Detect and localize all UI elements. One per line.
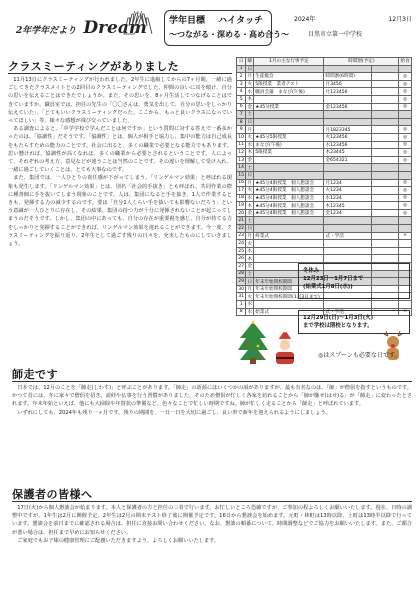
table-cell: 10 (238, 134, 245, 140)
grade-goal-box (164, 10, 289, 46)
table-cell: 月 (247, 233, 253, 239)
goal-label: 学年目標 (169, 16, 206, 26)
table-row (237, 301, 412, 309)
table-cell (324, 217, 372, 225)
table-cell (399, 111, 412, 119)
table-cell: 11 (238, 142, 245, 148)
table-cell: 18 (238, 195, 245, 201)
table-row (237, 202, 412, 210)
table-cell: 4 (237, 88, 246, 96)
table-cell: 29 (238, 279, 245, 285)
table-cell: 生徒総会 (254, 73, 324, 81)
table-cell: ◎ (399, 133, 412, 141)
table-cell (399, 247, 412, 255)
table-cell (372, 217, 399, 225)
table-cell (372, 194, 399, 202)
table-cell: 年末年始閉校期間 (254, 278, 324, 286)
table-cell: ★45分4限授業 個人懇談会 (254, 209, 324, 217)
table-cell: 水123456 (324, 141, 372, 149)
winter-period: 12月23日～1月7日まで (303, 276, 364, 282)
table-cell (372, 171, 399, 179)
table-cell (372, 202, 399, 210)
table-cell (372, 301, 399, 309)
issue-info (294, 14, 412, 38)
table-row (237, 217, 412, 225)
table-cell (372, 179, 399, 187)
table-cell (254, 111, 324, 119)
table-cell: ★45分4限授業 個人懇談会 (254, 187, 324, 195)
table-cell (372, 95, 399, 103)
table-cell: 15 (238, 172, 245, 178)
table-cell: 日 (247, 226, 253, 232)
table-cell (372, 73, 399, 81)
issue-date: 12月3日 (388, 16, 412, 23)
table-cell: 水 (247, 249, 253, 255)
table-cell: 月1234 (324, 179, 372, 187)
table-cell: 24 (238, 241, 245, 247)
table-cell (324, 65, 372, 73)
table-cell: 職員会議 まなび(午後) (254, 88, 324, 96)
table-cell: 木 (247, 203, 253, 209)
table-cell (254, 164, 324, 172)
table-cell: 火1234 (324, 187, 372, 195)
table-cell (324, 95, 372, 103)
guardians-article (12, 504, 412, 545)
table-cell: 木12345 (324, 202, 372, 210)
table-cell (324, 118, 372, 126)
table-cell: 時間割(6時間) (324, 73, 372, 81)
shiwasu-article (12, 384, 412, 417)
table-cell: 木 (247, 256, 253, 262)
section-title-shiwasu: 師走です (12, 368, 58, 381)
table-cell (372, 65, 399, 73)
table-cell: 28 (238, 271, 245, 277)
table-row (237, 209, 412, 217)
table-header-row (237, 58, 412, 66)
table-cell: 水 (247, 142, 253, 148)
high-five-hands-icon (118, 10, 158, 36)
table-cell: 30 (238, 286, 245, 292)
table-cell: 金654321 (324, 156, 372, 164)
table-cell (254, 240, 324, 248)
column-header: 給食 (400, 59, 410, 65)
brand-subtitle: 2年学年だより (16, 26, 77, 36)
table-row (237, 95, 412, 103)
table-row (237, 171, 412, 179)
closure-period: 12月29日(日)～1月3日(火) (303, 315, 374, 321)
table-cell: 8 (237, 308, 246, 316)
table-cell (372, 118, 399, 126)
table-cell: 日 (247, 66, 253, 72)
table-cell (254, 65, 324, 73)
table-cell (324, 301, 372, 309)
table-cell (372, 80, 399, 88)
table-cell: 土 (247, 112, 253, 118)
goal-title: ハイタッチ (218, 16, 264, 26)
spoon-note: ◎はスプーンも必要な日です。 (318, 352, 401, 359)
table-cell (324, 164, 372, 172)
table-cell: ◎ (399, 202, 412, 210)
table-cell: 月 (247, 287, 253, 293)
table-cell (372, 149, 399, 157)
table-row (237, 126, 412, 134)
table-cell: 13 (238, 157, 245, 163)
article-paragraph: 17日(火)から個人懇談会が始まります。本人と保護者の方と担任の三者で行います。お忙しいところ恐縮ですが、ご参加の程よろしくお願いいたします。現在、日時の調整中ですが、1年生は2月に開催予定、2年生は2月の期末テスト終了後に開催予定です。16日から懇談会を始めます。元町・林町は13時以降、上町は13時半以降で行っています。懇談会を前日までに確認される場合は、担任に直接お問い合わせください。なお、懇談の順番について、時間調整などでご協力をお願いいたします。また、ご都合が悪い場合は、担任まで早めにお知らせください。 (12, 505, 412, 536)
article-paragraph: また、集団では、一人ひとりの責任感が下がってしまう、「リンゲルマン効果」と呼ばれる現象も発生します。「リンゲルマン効果」とは、別名「社会的手抜き」とも呼ばれ、共同作業の際に種善個に手を抜いてしまう現象のことです。人は、集団になると手を抜き、1人で作業するときも、発揮する力の減少するのです。要は「自分1人くらい手を抜いても影響ないだろう」という意識が一人ひとりに存在し、その結果、集団の持つ力が十分に発揮されないことが起こってしまうのだそうです。しかし、集団の中にあっても、自分の存在が重要視を感じ、自分が持てる力をしっかりと発揮することができれば、リンゲルマン効果を違れることができます。今一度、クラスミーティングを振り返り、2年生として過ごす残りの日々を、充実したものにしていきましょう。 (8, 175, 232, 248)
article-paragraph: いずれにしても、2024年も残り一ヶ月です。残りの期間を、一日一日を大切に過ごし、良い形で新年を迎えられるようにしましょう。 (17, 409, 331, 416)
section-divider (12, 381, 412, 382)
table-cell (399, 255, 412, 263)
table-cell (372, 133, 399, 141)
table-cell: ★45分授業 (254, 103, 324, 111)
brand-title: Dream (83, 18, 147, 38)
table-cell: 火 (247, 294, 253, 300)
table-cell: 年末年始閉校期間(1月3日まで) (254, 293, 324, 301)
table-cell: 水 (247, 302, 253, 308)
table-cell: 終業式 (254, 232, 324, 240)
table-row (237, 194, 412, 202)
table-cell: ◎ (399, 156, 412, 164)
table-row (237, 80, 412, 88)
table-cell: ◎ (399, 80, 412, 88)
santa-claus-icon (270, 330, 300, 364)
table-cell (372, 103, 399, 111)
table-cell: ★45分4限授業 個人懇談会 (254, 194, 324, 202)
table-cell: 21 (238, 218, 245, 224)
issue-year: 2024年 (294, 16, 316, 23)
table-cell: 水 (247, 89, 253, 95)
table-cell: ◎ (399, 103, 412, 111)
table-row (237, 111, 412, 119)
table-cell: 金 (247, 158, 253, 164)
table-cell: 月 (247, 127, 253, 133)
table-cell: 月123456 (324, 88, 372, 96)
table-cell: ★45分5限授業 (254, 133, 324, 141)
table-cell (399, 217, 412, 225)
table-cell: 3 (237, 80, 246, 88)
column-header: 1月の主な行事予定 (254, 58, 324, 66)
table-row (237, 164, 412, 172)
table-row (237, 232, 412, 240)
table-row (237, 240, 412, 248)
table-cell: 5限授業 (254, 149, 324, 157)
newsletter-header (6, 8, 414, 54)
table-cell: 31 (238, 294, 245, 300)
table-cell: 5限授業 業者テスト (254, 80, 324, 88)
table-cell: 1 (237, 301, 246, 309)
section-divider (12, 501, 412, 502)
table-cell: 金 (247, 264, 253, 270)
table-cell (372, 164, 399, 172)
article-paragraph: 日本では、12月のことを「師走(しわす)」と呼ぶことがあります。「師走」の語源にはいくつかの説がありますが、最も有名なのは、「師」が僧侶を指すというものです。かつて昔には、冬に家々で僧侶を招き、読経や仏事を行う習慣がありました。そのため僧侶が忙しく各家を訪れることから「師が馳せ(はせ)る」が「師走」に変わったとされます。年末年始といえば、他にも大掃除や年賀状の準備など、色々なことで忙しい時期ですね。師が忙しく走ることから「師走」と呼ばれています。 (12, 385, 412, 408)
table-cell: 7 (237, 111, 246, 119)
table-cell: 始業式 (254, 308, 324, 316)
section-title-guardians: 保護者の皆様へ (12, 488, 93, 501)
table-row (237, 156, 412, 164)
table-cell: 式・学活 (324, 232, 372, 240)
table-cell: 8 (237, 118, 246, 126)
table-cell (254, 255, 324, 263)
table-cell (254, 171, 324, 179)
table-cell: 木 (247, 97, 253, 103)
column-header: 時間割(予定) (324, 58, 399, 66)
table-cell (399, 171, 412, 179)
table-cell (372, 209, 399, 217)
table-cell (399, 301, 412, 309)
table-cell: × (399, 308, 412, 316)
table-cell: 土 (247, 271, 253, 277)
winter-title: 冬休み (303, 268, 320, 274)
table-cell (324, 255, 372, 263)
table-cell: ◎ (399, 179, 412, 187)
table-row (237, 88, 412, 96)
table-cell: 火 (247, 188, 253, 194)
article-paragraph: 11月13日にクラスミーティングが行われました。2年生に進級してからの7ヶ月間、一緒に過ごしてきたクラスメイトとの2回目のクラスミーティングでした。仲間の良いに耳を傾け、自分の思いを伝えることはできたでしょうか。また、その思いを、8ヶ月生活してつなげることはできていますか。職員室では、担任の先生の「〇〇さんは、勇気を出して、自分の思いをしっかり伝えていた」、「とてもいいクラスミーティングだった。ここから、もっと良いクラスになっていってほしい」等、様々な感想が飛び交っていました。 (8, 77, 232, 125)
table-row (237, 103, 412, 111)
table-cell: 17 (238, 187, 245, 193)
table-cell (254, 126, 324, 134)
table-cell: 金1234 (324, 209, 372, 217)
table-cell: × (399, 232, 412, 240)
table-cell (324, 240, 372, 248)
table-row (237, 73, 412, 81)
table-cell (372, 225, 399, 233)
table-cell: 式・学活 (324, 308, 372, 316)
closure-note: まで学校は閉校となります。 (303, 323, 373, 329)
table-cell: 日 (247, 173, 253, 179)
table-cell: 月 (247, 74, 253, 80)
table-cell: 20 (238, 210, 245, 216)
table-cell: 27 (238, 263, 245, 269)
table-cell (372, 88, 399, 96)
table-cell (324, 247, 372, 255)
table-cell: 月 (247, 180, 253, 186)
table-cell (372, 247, 399, 255)
table-cell: ◎ (399, 88, 412, 96)
table-cell (324, 225, 372, 233)
christmas-tree-icon (236, 320, 270, 364)
table-row (237, 149, 412, 157)
table-cell: 水 (247, 309, 253, 315)
table-cell: 木 (247, 150, 253, 156)
table-cell: ◎ (399, 187, 412, 195)
table-cell: 1 (237, 65, 246, 73)
table-cell: 26 (238, 256, 245, 262)
table-cell (399, 65, 412, 73)
table-cell (254, 118, 324, 126)
article-paragraph: ご家庭でもお子様の健康管理にご配慮いただきますよう、よろしくお願いいたします。 (17, 537, 220, 544)
table-cell: 14 (238, 165, 245, 171)
table-cell (254, 95, 324, 103)
winter-note: (始業式1月8日(水)) (303, 284, 353, 290)
table-cell (254, 217, 324, 225)
table-cell (324, 111, 372, 119)
table-cell: 日 (247, 279, 253, 285)
table-cell: 25 (238, 248, 245, 254)
table-cell (372, 255, 399, 263)
table-cell (372, 156, 399, 164)
table-cell (372, 126, 399, 134)
table-cell: 水1234 (324, 194, 372, 202)
school-name: 目黒市立第一中学校 (308, 31, 363, 38)
table-cell: ◎ (399, 149, 412, 157)
table-cell: 火 (247, 82, 253, 88)
table-cell (372, 141, 399, 149)
table-cell (372, 187, 399, 195)
table-cell (399, 225, 412, 233)
table-cell: 2 (237, 73, 246, 81)
table-cell: 日 (247, 120, 253, 126)
table-cell: ★45分4限授業 個人懇談会 (254, 202, 324, 210)
table-cell: ★45分4限授業 個人懇談会 (254, 179, 324, 187)
table-cell (324, 171, 372, 179)
table-row (237, 225, 412, 233)
table-cell: 火 (247, 135, 253, 141)
table-row (237, 179, 412, 187)
table-cell: ◎ (399, 95, 412, 103)
table-cell: 火 (247, 241, 253, 247)
table-cell: 22 (238, 225, 245, 231)
table-cell (399, 164, 412, 172)
table-cell (254, 301, 324, 309)
table-cell: 月1823345 (324, 126, 372, 134)
class-meeting-article (8, 76, 232, 248)
table-cell: 月3456 (324, 80, 372, 88)
table-row (237, 65, 412, 73)
table-cell: ◎ (399, 194, 412, 202)
table-cell: ◎ (399, 126, 412, 134)
article-paragraph: ある調査によると、「中学学校で学んだことは何ですか」という質問に対する答えで一番多かったのは、「協調性」だそうです。「協調性」とは、個人が相手と協力し、集中の能力は自己成長をもたらすための能力のことです。社会に出ると、多くの職業で必要となる能力でもあります。思い懸ければ、協調性が高くなれば、多くの職業から必要とされるということです。人によって、それぞれの考え方、意見などが違うことは当然のことです。その違いを理解して受け入れ、一緒に過ごしていくことは、とても大事なのです。 (8, 126, 232, 174)
winter-break-notice (298, 263, 410, 299)
table-cell (254, 225, 324, 233)
table-cell: 金 (247, 211, 253, 217)
table-cell: 火123456 (324, 133, 372, 141)
table-cell: ◎ (399, 209, 412, 217)
section-divider (8, 73, 232, 74)
table-cell (399, 118, 412, 126)
table-cell: 16 (238, 180, 245, 186)
table-cell: 19 (238, 203, 245, 209)
table-row (237, 133, 412, 141)
table-cell: 5 (237, 95, 246, 103)
table-cell (372, 111, 399, 119)
column-header: 曜 (247, 59, 253, 65)
table-cell (254, 247, 324, 255)
section-title-class-meeting: クラスミーティングがありました (8, 60, 180, 73)
table-row (237, 187, 412, 195)
table-cell: 9 (237, 126, 246, 134)
table-cell: 木23445 (324, 149, 372, 157)
table-row (237, 255, 412, 263)
table-cell: 金 (247, 104, 253, 110)
table-cell (372, 240, 399, 248)
table-cell: まなび(午後) (254, 141, 324, 149)
table-cell: 6 (237, 103, 246, 111)
table-cell: 水 (247, 195, 253, 201)
table-cell: 12 (238, 149, 245, 155)
goal-motto: ～つながる・深める・高め合う～ (169, 30, 289, 39)
table-cell: 金123456 (324, 103, 372, 111)
table-cell: 年末年始閉校期間 (254, 285, 324, 293)
table-row (237, 118, 412, 126)
table-cell (399, 240, 412, 248)
table-row (237, 141, 412, 149)
table-cell (372, 232, 399, 240)
table-cell: ◎ (399, 141, 412, 149)
table-cell: 土 (247, 218, 253, 224)
table-row (237, 247, 412, 255)
column-header: 日 (237, 58, 246, 66)
table-cell (254, 156, 324, 164)
table-cell: 土 (247, 165, 253, 171)
table-cell: 23 (238, 233, 245, 239)
table-cell: ◎ (399, 73, 412, 81)
